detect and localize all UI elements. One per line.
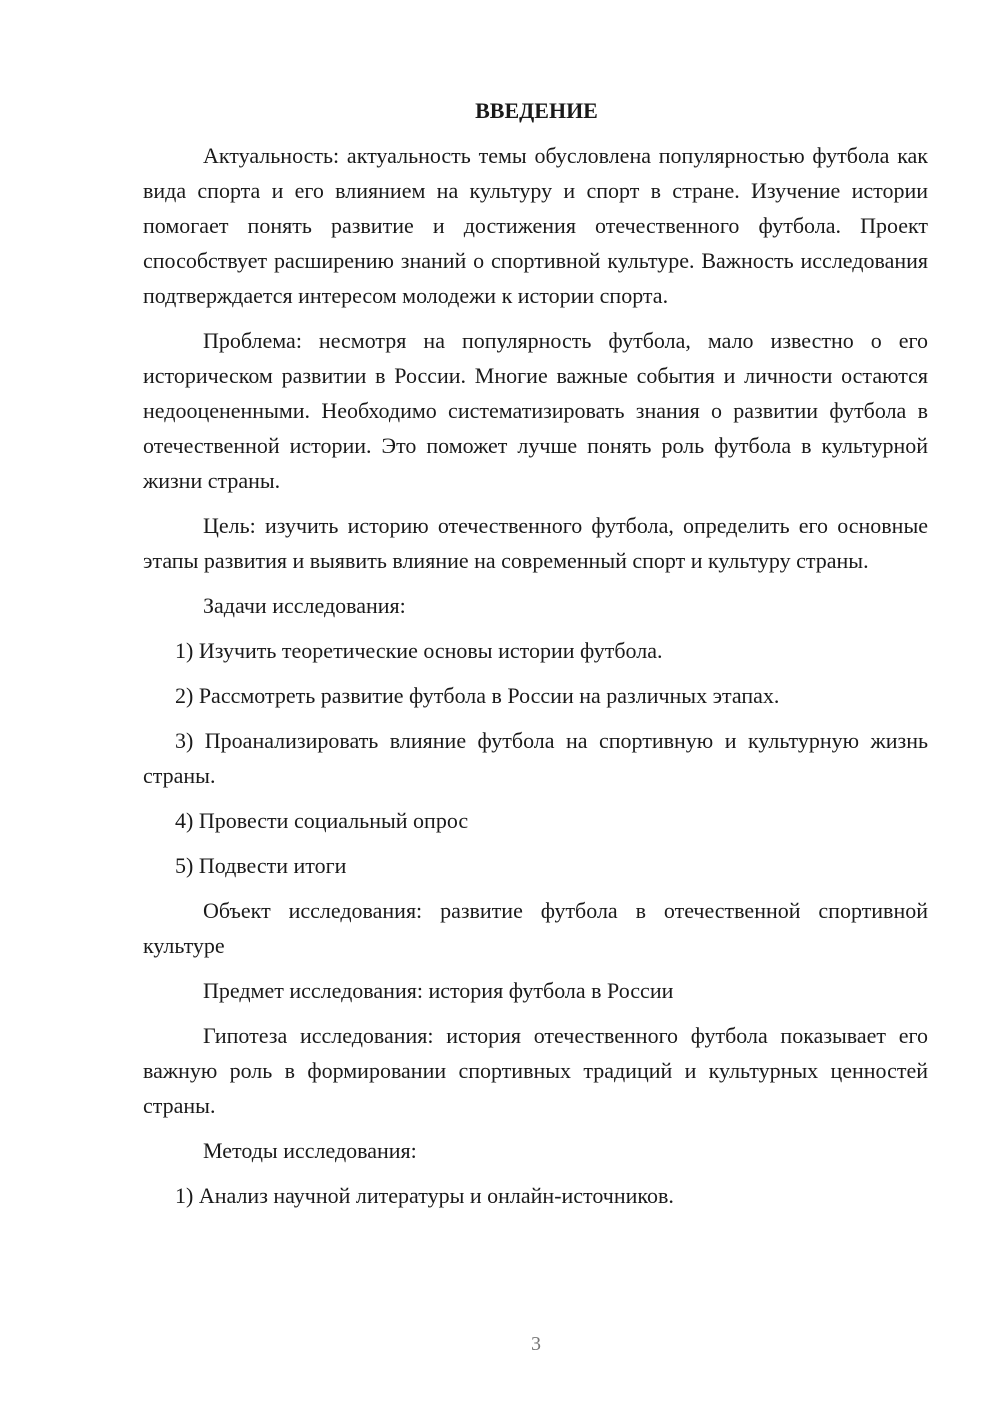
task-item-3: 3) Проанализировать влияние футбола на спортивную и культурную жизнь страны. <box>143 728 928 788</box>
problem-paragraph: Проблема: несмотря на популярность футбола, мало известно о его историческом развитии в России. Многие важные события и личности остаются недооцененными. Необходимо систематизировать знания о развитии футбола в отечественной истории. Это поможет лучше понять роль футбола в культурной жизни страны. <box>143 328 928 493</box>
hypothesis-paragraph: Гипотеза исследования: история отечественного футбола показывает его важную роль в формировании спортивных традиций и культурных ценностей страны. <box>143 1023 928 1118</box>
task-item-5: 5) Подвести итоги <box>175 853 347 878</box>
subject-paragraph: Предмет исследования: история футбола в России <box>203 978 674 1003</box>
document-page <box>143 96 928 1213</box>
section-heading: ВВЕДЕНИЕ <box>475 98 598 123</box>
task-item-1: 1) Изучить теоретические основы истории футбола. <box>175 638 663 663</box>
goal-paragraph: Цель: изучить историю отечественного футбола, определить его основные этапы развития и выявить влияние на современный спорт и культуру страны. <box>143 513 928 573</box>
task-item-2: 2) Рассмотреть развитие футбола в России на различных этапах. <box>175 683 780 708</box>
page-number: 3 <box>531 1333 541 1355</box>
tasks-title: Задачи исследования: <box>203 593 406 618</box>
methods-title: Методы исследования: <box>203 1138 417 1163</box>
method-item-1: 1) Анализ научной литературы и онлайн-источников. <box>175 1183 674 1208</box>
object-paragraph: Объект исследования: развитие футбола в отечественной спортивной культуре <box>143 898 928 958</box>
relevance-paragraph: Актуальность: актуальность темы обусловлена популярностью футбола как вида спорта и его влиянием на культуру и спорт в стране. Изучение истории помогает понять развитие и достижения отечественного футбола. Проект способствует расширению знаний о спортивной культуре. Важность исследования подтверждается интересом молодежи к истории спорта. <box>143 143 928 308</box>
task-item-4: 4) Провести социальный опрос <box>175 808 469 833</box>
